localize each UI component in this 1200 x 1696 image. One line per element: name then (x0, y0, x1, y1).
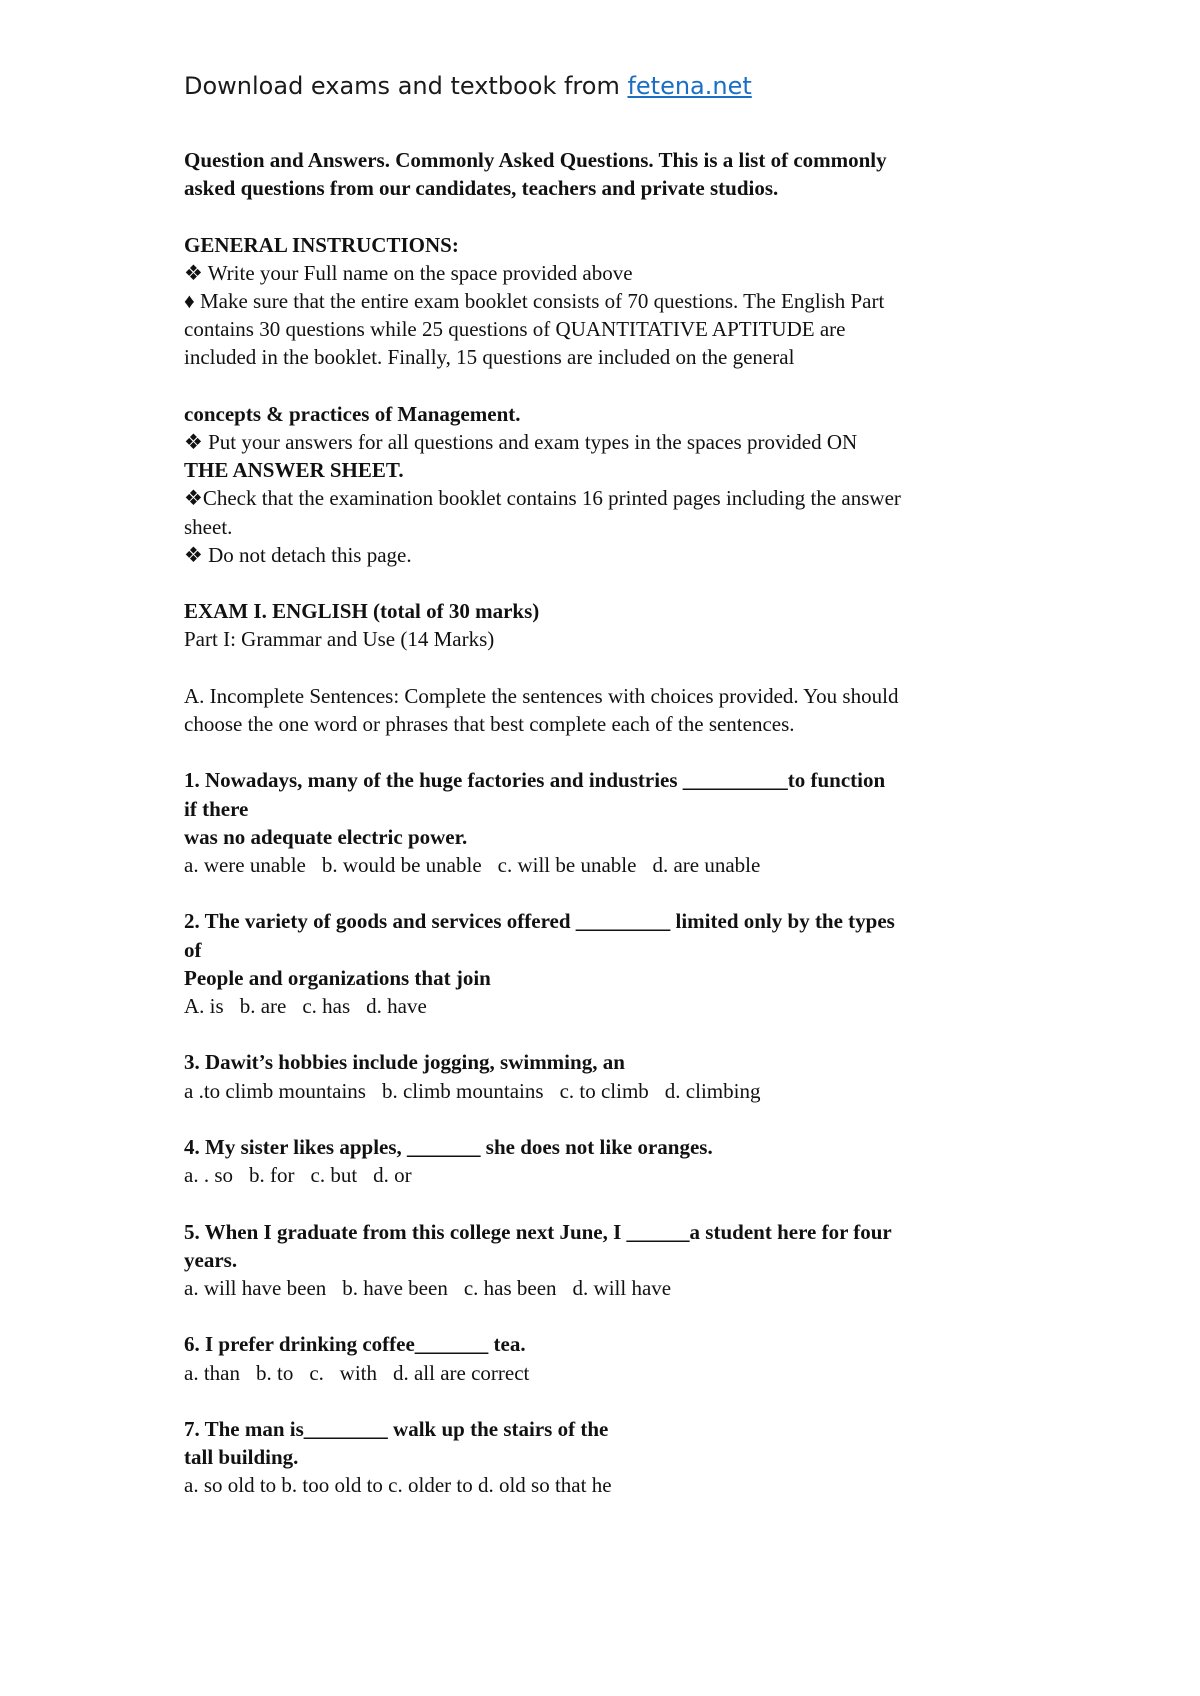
question-text: tall building. (184, 1445, 299, 1470)
instruction-line: ❖ Do not detach this page. (184, 542, 412, 567)
question-item (184, 1048, 1084, 1104)
answer-option: d. have (366, 994, 427, 1018)
question-text: 4. My sister likes apples, _______ she does not like oranges. (184, 1134, 713, 1159)
answer-option: b. to (255, 1360, 294, 1385)
answer-options (184, 1161, 1084, 1189)
exam-title: EXAM I. ENGLISH (total of 30 marks) (184, 599, 540, 624)
answer-option: a. will have been (184, 1275, 327, 1300)
answer-option: c. will be unable (497, 853, 637, 877)
answer-option: a. . so (184, 1163, 233, 1188)
answer-option: b. climb mountains (381, 1078, 544, 1103)
intro-line: asked questions from our candidates, teachers and private studios. (184, 176, 779, 201)
answer-option: a .to climb mountains (184, 1078, 366, 1103)
question-text: 3. Dawit’s hobbies include jogging, swimming, an (184, 1050, 625, 1075)
instruction-line: ❖ Put your answers for all questions and exam types in the spaces provided ON (184, 430, 858, 454)
answer-option: d. climbing (664, 1078, 761, 1103)
answer-option: a. than (184, 1360, 240, 1385)
page-header (184, 72, 752, 100)
section-instruction: A. Incomplete Sentences: Complete the sentences with choices provided. You should (184, 683, 899, 708)
question-item (184, 1218, 1084, 1303)
answer-option: d. will have (572, 1275, 672, 1300)
answer-option: A. is (184, 994, 224, 1018)
answer-options (184, 851, 1084, 879)
instruction-line: concepts & practices of Management. (184, 401, 521, 426)
instruction-line: sheet. (184, 514, 233, 539)
answer-options (184, 1274, 1084, 1302)
instruction-line: contains 30 questions while 25 questions of QUANTITATIVE APTITUDE are (184, 317, 846, 342)
answer-option: b. are (239, 994, 287, 1018)
question-item (184, 907, 1084, 1020)
question-text: 7. The man is________ walk up the stairs of the (184, 1416, 609, 1441)
answer-option: b. have been (342, 1275, 448, 1300)
answer-option: c. to climb (559, 1078, 649, 1103)
exam-part: Part I: Grammar and Use (14 Marks) (184, 627, 495, 652)
answer-option: b. would be unable (321, 853, 482, 877)
source-link[interactable]: fetena.net (627, 72, 752, 100)
answer-options (184, 992, 1084, 1020)
instruction-line: included in the booklet. Finally, 15 questions are included on the general (184, 345, 795, 370)
instruction-line: ❖ Write your Full name on the space provided above (184, 260, 633, 285)
question-text: 1. Nowadays, many of the huge factories and industries __________to function (184, 768, 886, 793)
question-item (184, 1415, 1084, 1500)
question-text: 2. The variety of goods and services offered _________ limited only by the types (184, 909, 895, 934)
question-text: of (184, 937, 202, 962)
instruction-line: ❖Check that the examination booklet contains 16 printed pages including the answer (184, 486, 901, 511)
answer-option: d. or (373, 1163, 412, 1188)
header-text: Download exams and textbook from (184, 72, 628, 100)
answer-option: d. are unable (652, 853, 761, 877)
intro-line: Question and Answers. Commonly Asked Questions. This is a list of commonly (184, 148, 887, 172)
question-item (184, 1330, 1084, 1386)
document-body (184, 146, 1084, 1500)
instruction-line: THE ANSWER SHEET. (184, 458, 404, 483)
question-item (184, 766, 1084, 879)
answer-option: c. but (310, 1163, 358, 1188)
answer-option: a. so old to b. too old to c. older to d. old so that he (184, 1473, 612, 1498)
section-instruction: choose the one word or phrases that best complete each of the sentences. (184, 712, 795, 736)
answer-option: c. has been (463, 1275, 557, 1300)
answer-options (184, 1359, 1084, 1387)
question-text: 6. I prefer drinking coffee_______ tea. (184, 1332, 526, 1357)
question-text: 5. When I graduate from this college next June, I ______a student here for four (184, 1219, 892, 1244)
answer-option: c. has (302, 994, 351, 1018)
instruction-line: ♦ Make sure that the entire exam booklet consists of 70 questions. The English Part (184, 289, 885, 313)
answer-options (184, 1077, 1084, 1105)
answer-option: d. all are correct (392, 1360, 530, 1385)
question-text: years. (184, 1247, 238, 1272)
answer-options (184, 1471, 1084, 1499)
question-text: was no adequate electric power. (184, 824, 468, 849)
instructions-title: GENERAL INSTRUCTIONS: (184, 232, 459, 257)
question-text: if there (184, 796, 249, 821)
answer-option: a. were unable (184, 853, 306, 877)
question-text: People and organizations that join (184, 965, 491, 990)
question-list (184, 738, 1084, 1499)
answer-option: c. with (309, 1360, 377, 1385)
answer-option: b. for (249, 1163, 295, 1188)
question-item (184, 1133, 1084, 1189)
